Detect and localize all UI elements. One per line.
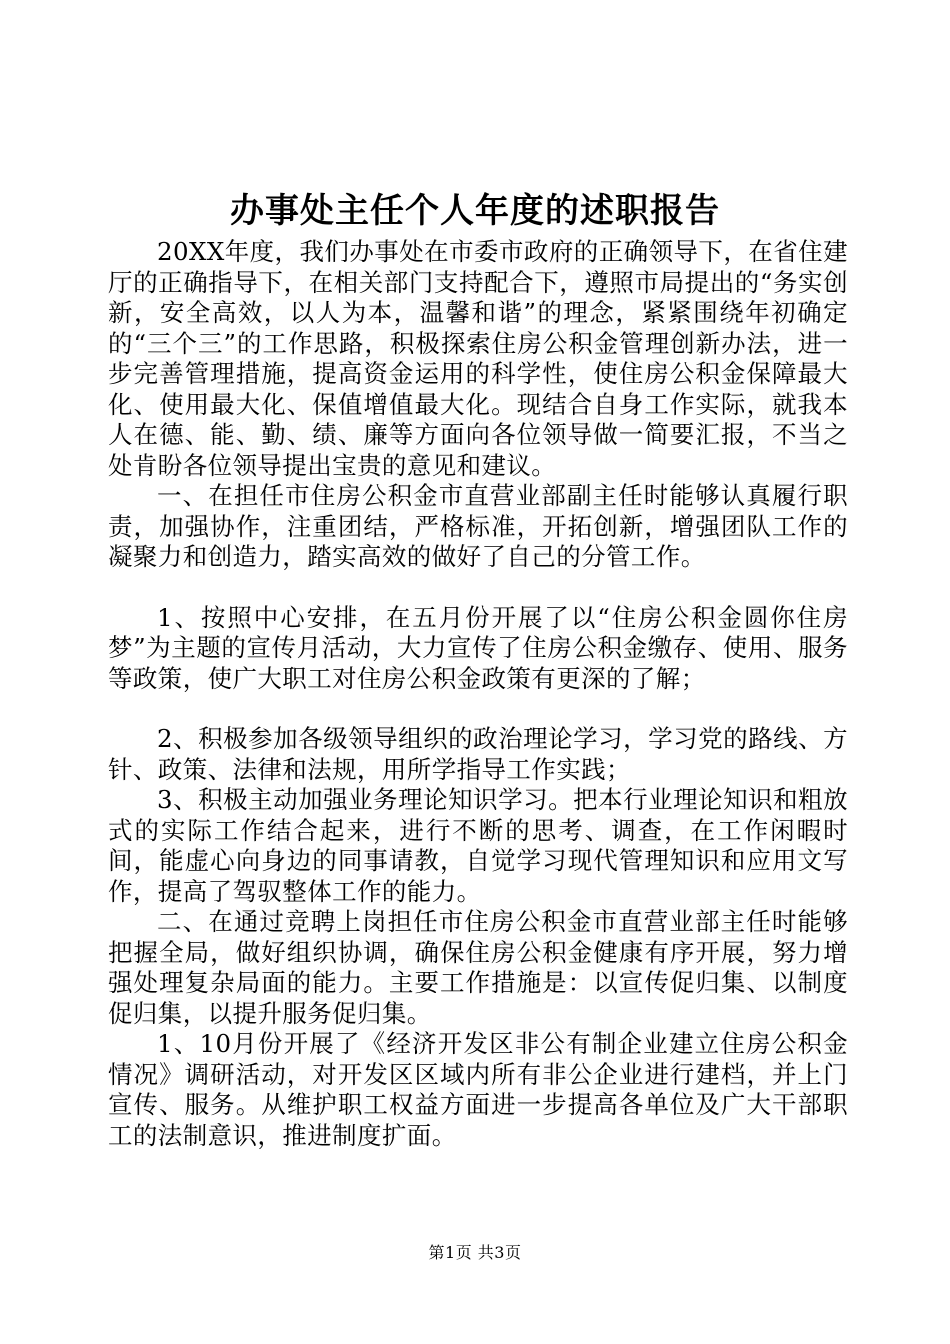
paragraph-item-two: 2、积极参加各级领导组织的政治理论学习，学习党的路线、方针、政策、法律和法规，用所学指导工作实践； bbox=[108, 724, 848, 784]
page-number-footer: 第1页 共3页 bbox=[428, 1243, 522, 1262]
document-title: 办事处主任个人年度的述职报告 bbox=[230, 191, 720, 231]
paragraph-intro: 20XX年度，我们办事处在市委市政府的正确领导下，在省住建厅的正确指导下，在相关部门支持配合下，遵照市局提出的“务实创新，安全高效，以人为本，温馨和谐”的理念，紧紧围绕年初确定的“三个三”的工作思路，积极探索住房公积金管理创新办法，进一步完善管理措施，提高资金运用的科学性，使住房公积金保障最大化、使用最大化、保值增值最大化。现结合自身工作实际，就我本人在德、能、勤、绩、廉等方面向各位领导做一简要汇报，不当之处肯盼各位领导提出宝贵的意见和建议。 bbox=[108, 237, 848, 480]
paragraph-gap bbox=[108, 573, 848, 603]
document-body bbox=[108, 237, 848, 1151]
paragraph-section-two-item-one: 1、10月份开展了《经济开发区非公有制企业建立住房公积金情况》调研活动，对开发区区域内所有非公企业进行建档，并上门宣传、服务。从维护职工权益方面进一步提高各单位及广大干部职工的法制意识，推进制度扩面。 bbox=[108, 1029, 848, 1150]
paragraph-section-one: 一、在担任市住房公积金市直营业部副主任时能够认真履行职责，加强协作，注重团结，严格标准，开拓创新，增强团队工作的凝聚力和创造力，踏实高效的做好了自己的分管工作。 bbox=[108, 481, 848, 571]
paragraph-gap bbox=[108, 694, 848, 724]
paragraph-item-one: 1、按照中心安排，在五月份开展了以“住房公积金圆你住房梦”为主题的宣传月活动，大力宣传了住房公积金缴存、使用、服务等政策，使广大职工对住房公积金政策有更深的了解； bbox=[108, 602, 848, 693]
paragraph-section-two: 二、在通过竞聘上岗担任市住房公积金市直营业部主任时能够把握全局，做好组织协调，确保住房公积金健康有序开展，努力增强处理复杂局面的能力。主要工作措施是：以宣传促归集、以制度促归集，以提升服务促归集。 bbox=[108, 907, 848, 1028]
paragraph-item-three: 3、积极主动加强业务理论知识学习。把本行业理论知识和粗放式的实际工作结合起来，进行不断的思考、调查，在工作闲暇时间，能虚心向身边的同事请教，自觉学习现代管理知识和应用文写作，提高了驾驭整体工作的能力。 bbox=[108, 785, 848, 906]
